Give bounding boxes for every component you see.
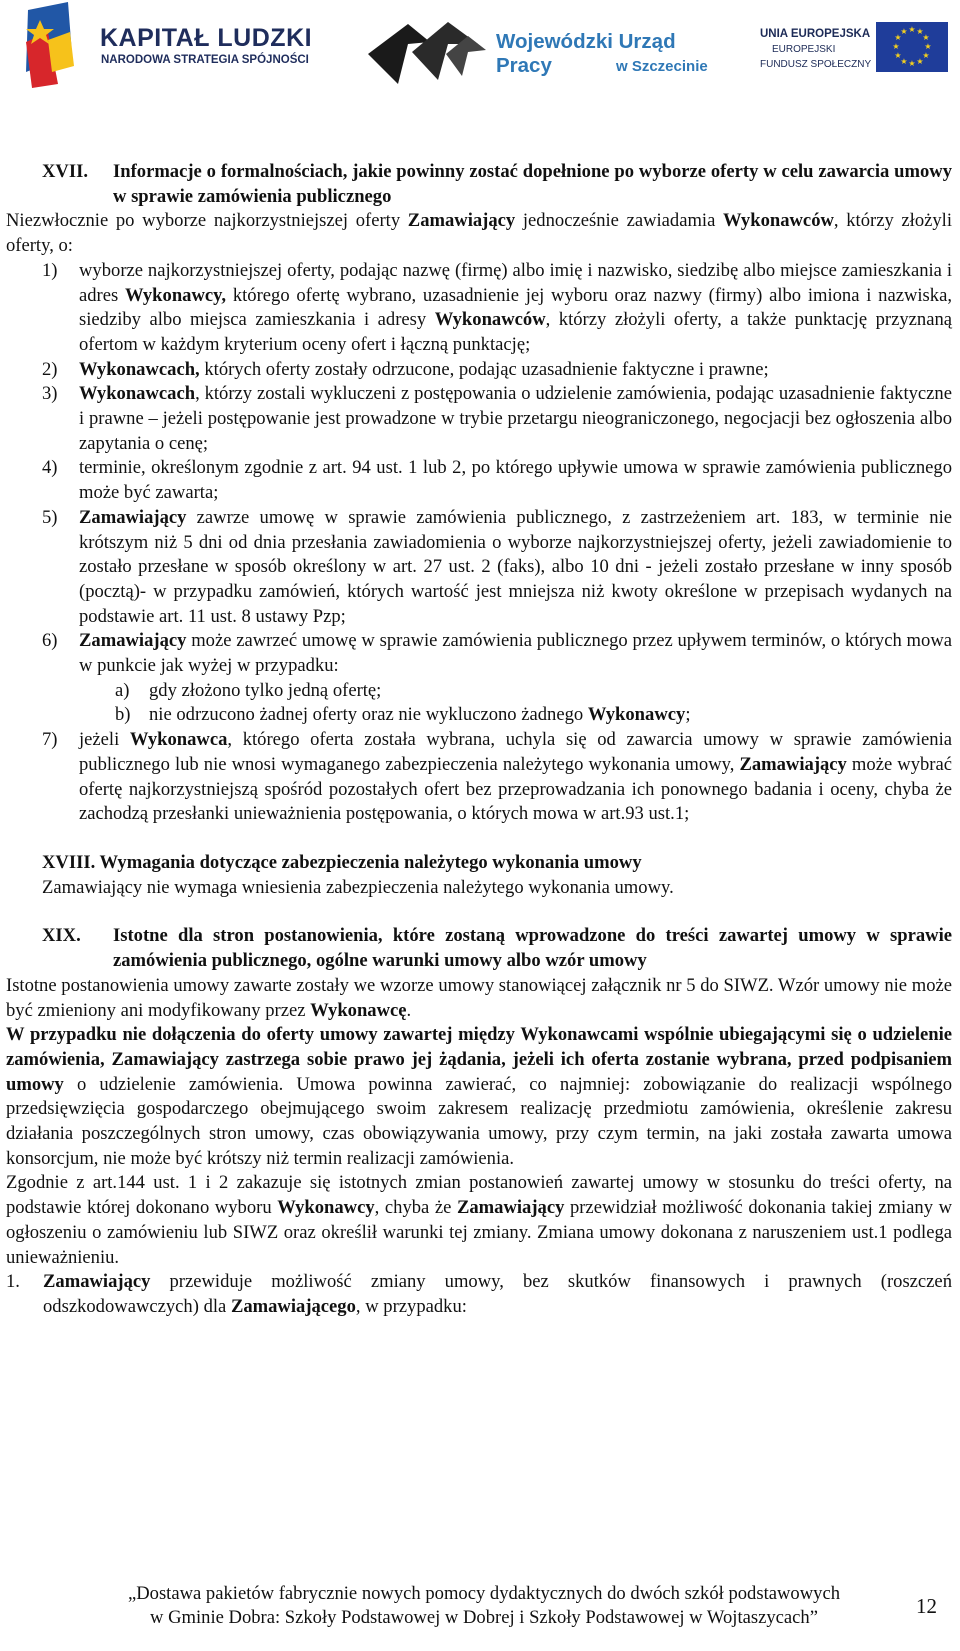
list-item: 4) terminie, określonym zgodnie z art. 94 ust. 1 lub 2, po którego upływie umowa w sprawie zamówienia publicznego może być zawarta; [42, 457, 952, 504]
list-item: 5) Zamawiający zawrze umowę w sprawie zamówienia publicznego, z zastrzeżeniem art. 183, w terminie nie krótszym niż 5 dni od dnia przesłania zawiadomienia o wyborze najkorzystniejszej oferty, jeżeli zawiadomienie to zostało przesłane w sposób określony w art. 27 ust. 2 (faks), albo 10 dni - jeżeli zostało przesłane w inny sposób (pocztą)- w przypadku zamówień, których wartość jest mniejsza niż kwoty określone w przepisach wydanych na podstawie art. 11 ust. 8 ustawy Pzp; [42, 506, 952, 627]
section-18-heading: XVIII. Wymagania dotyczące zabezpieczenia należytego wykonania umowy [42, 851, 642, 873]
wup-subtitle: w Szczecinie [616, 58, 708, 75]
eu-line3: FUNDUSZ SPOŁECZNY [760, 59, 872, 70]
kapital-ludzki-title: KAPITAŁ LUDZKI [100, 24, 313, 52]
sub-list-item: a) gdy złożono tylko jedną ofertę; [115, 679, 382, 701]
svg-text:★: ★ [916, 57, 924, 66]
list-item: 7) jeżeli Wykonawca, którego oferta została wybrana, uchyla się od zawarcia umowy w sprawie zamówienia publicznego lub nie wnosi wymaganego zabezpieczenia należytego wykonania umowy, Zamawiający może wybrać ofertę najkorzystniejszą spośród pozostałych ofert bez przeprowadzania ich ponownego badania i oceny, chyba że zachodzą przesłanki unieważnienia postępowania, o których mowa w art.93 ust.1; [42, 729, 953, 825]
section-17-heading [42, 160, 952, 209]
eu-flag-icon [876, 22, 948, 72]
eu-line2: EUROPEJSKI [772, 44, 836, 55]
wup-logo [368, 8, 718, 88]
section-title: Informacje o formalnościach, jakie powinny zostać dopełnione po wyborze oferty w celu zawarcia umowy w sprawie zamówienia publicznego [113, 161, 952, 207]
svg-text:★: ★ [892, 42, 900, 51]
paragraph: Niezwłocznie po wyborze najkorzystniejszej oferty Zamawiający jednocześnie zawiadamia Wykonawców, którzy złożyli oferty, o: [6, 210, 953, 257]
header-logos [0, 0, 960, 100]
list-item: 6) Zamawiający może zawrzeć umowę w sprawie zamówienia publicznego przez upływem terminów, o których mowa w punkcie jak wyżej w przypadku: [42, 630, 952, 677]
paragraph: W przypadku nie dołączenia do oferty umowy zawartej między Wykonawcami wspólnie ubiegającymi się o udzielenie zamówienia, Zamawiający zastrzega sobie prawo jej żądania, jeżeli ich oferta zostanie wybrana, przed podpisaniem umowy o udzielenie zamówienia. Umowa powinna zawierać, co najmniej: zobowiązanie do realizacji wspólnego przedsięwzięcia gospodarczego obejmującego swoim zakresem realizację przedmiotu zamówienia, określenie zakresu działania poszczególnych stron umowy, czas obowiązywania umowy, przy czym termin, na jaki została zawarta umowa konsorcjum, nie może być krótszy niż termin realizacji zamówienia. [6, 1024, 952, 1169]
wup-title: Wojewódzki Urząd Pracy [496, 30, 676, 77]
section-number: XIX. [42, 925, 81, 947]
wup-arrows-icon [368, 14, 488, 84]
paragraph: Istotne postanowienia umowy zawarte zostały we wzorze umowy stanowiącej załącznik nr 5 do SIWZ. Wzór umowy nie może być zmieniony ani modyfikowany przez Wykonawcę. [6, 974, 952, 1021]
kapital-ludzki-subtitle: NARODOWA STRATEGIA SPÓJNOŚCI [101, 54, 309, 66]
list-item: 2) Wykonawcach, których oferty zostały odrzucone, podając uzasadnienie faktyczne i prawne; [42, 358, 769, 380]
kapital-ludzki-logo [18, 2, 318, 88]
svg-text:★: ★ [900, 57, 908, 66]
svg-text:★: ★ [908, 25, 916, 34]
svg-text:★: ★ [916, 27, 924, 36]
section-number: XVII. [42, 161, 88, 182]
list-item: 3) Wykonawcach, którzy zostali wykluczeni z postępowania o udzielenie zamówienia, podając uzasadnienie faktyczne i prawne – jeżeli postępowanie jest prowadzone w trybie przetargu nieograniczonego, negocjacji bez ogłoszenia albo zapytania o cenę; [42, 383, 952, 454]
svg-text:★: ★ [894, 33, 902, 42]
eu-logo [740, 4, 952, 84]
section-title: Istotne dla stron postanowienia, które zostaną wprowadzone do treści zawartej umowy w sprawie zamówienia publicznego, ogólne warunki umowy albo wzór umowy [113, 925, 952, 972]
section-19-heading [42, 924, 952, 973]
footer-text: „Dostawa pakietów fabrycznie nowych pomocy dydaktycznych do dwóch szkół podstawowych w Gminie Dobra: Szkoły Podstawowej w Dobrej i Szkoły Podstawowej w Wojtaszycach” [127, 1583, 841, 1628]
list-item: 1. Zamawiający przewiduje możliwość zmiany umowy, bez skutków finansowych i prawnych (roszczeń odszkodowawczych) dla Zamawiającego, w przypadku: [6, 1271, 952, 1317]
sub-list-item: b) nie odrzucono żadnej oferty oraz nie wykluczono żadnego Wykonawcy; [115, 704, 691, 726]
list-item: 1) wyborze najkorzystniejszej oferty, podając nazwę (firmę) albo imię i nazwisko, siedzibę albo miejsce zamieszkania i adres Wykonawcy, którego ofertę wybrano, uzasadnienie jej wyboru oraz nazwy (firmy) albo imiona i nazwiska, siedziby albo miejsca zamieszkania i adresy Wykonawców, którzy złożyli oferty, a także punktację przyznaną ofertom w każdym kryterium oceny ofert i łączną punktację; [42, 259, 952, 355]
svg-text:★: ★ [894, 51, 902, 60]
eu-title: UNIA EUROPEJSKA [760, 28, 871, 40]
page-number: 12 [916, 1594, 937, 1618]
kapital-ludzki-emblem-icon [18, 2, 88, 88]
svg-text:★: ★ [900, 27, 908, 36]
svg-text:★: ★ [908, 59, 916, 68]
svg-text:★: ★ [922, 33, 930, 42]
paragraph: Zgodnie z art.144 ust. 1 i 2 zakazuje się istotnych zmian postanowień zawartej umowy w stosunku do treści oferty, na podstawie której dokonano wyboru Wykonawcy, chyba że Zamawiający przewidział możliwość dokonania takiej zmiany w ogłoszeniu o zamówieniu lub SIWZ oraz określił warunki tej zmiany. Zmiana umowy dokonana z naruszeniem ust.1 podlega unieważnieniu. [6, 1172, 953, 1268]
svg-text:★: ★ [924, 42, 932, 51]
document-body [6, 160, 953, 1320]
svg-text:★: ★ [922, 51, 930, 60]
paragraph: Zamawiający nie wymaga wniesienia zabezpieczenia należytego wykonania umowy. [42, 876, 674, 898]
